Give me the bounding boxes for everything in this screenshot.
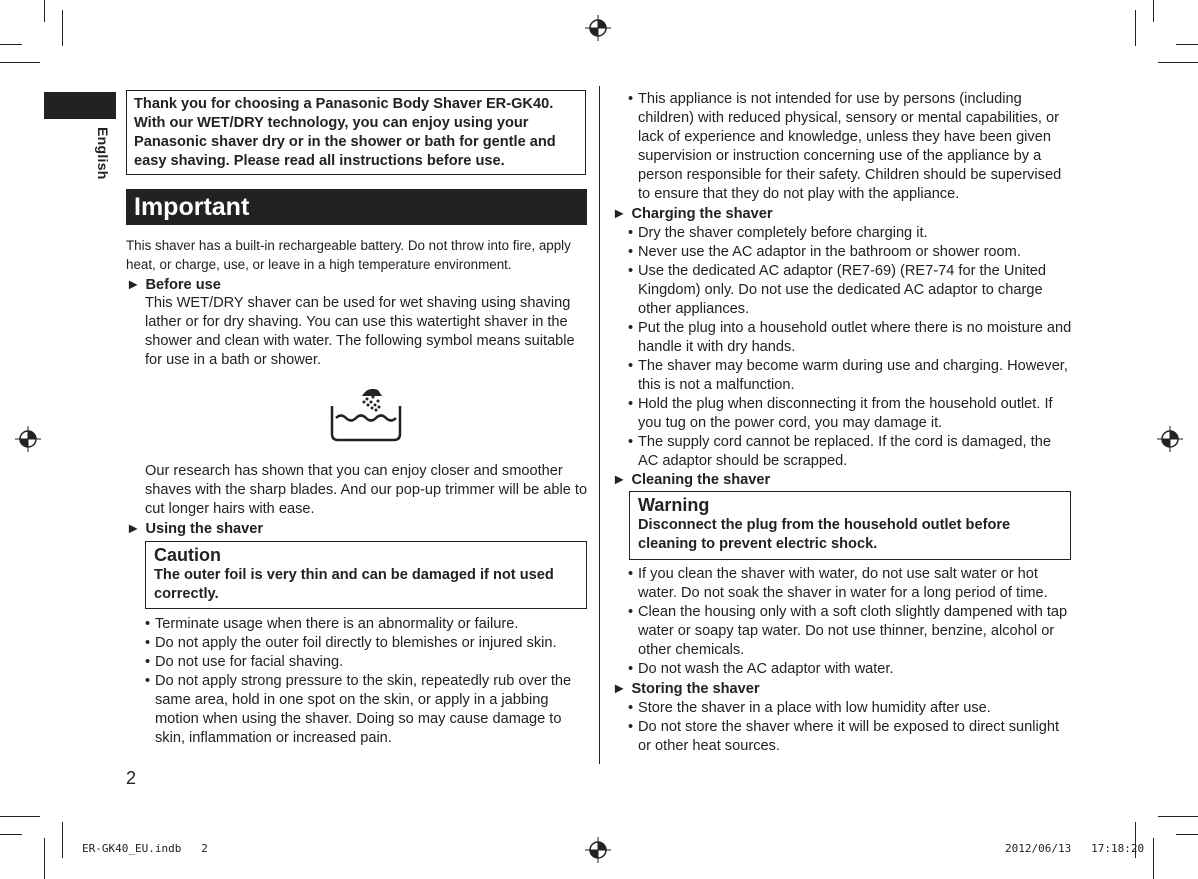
crop-mark [44, 0, 45, 22]
before-use-text: This WET/DRY shaver can be used for wet shaving using shaving lather or for dry shaving. You can use this watertight shaver in the shower and clean with water. The following symbol means suitable for use in a bath or shower. [145, 295, 575, 368]
triangle-right-icon: ► [126, 521, 141, 537]
list-item: • Do not store the shaver where it will be exposed to direct sunlight or other heat sources. [628, 718, 1074, 756]
warning-title: Warning [638, 495, 710, 515]
footer-timestamp: 2012/06/13 17:18:20 [1005, 842, 1145, 855]
crop-mark [0, 44, 22, 45]
charging-heading [612, 205, 773, 224]
triangle-right-icon: ► [612, 206, 627, 222]
crop-mark [0, 834, 22, 835]
language-tab [44, 92, 116, 119]
using-heading [126, 520, 263, 539]
using-title: Using the shaver [145, 521, 264, 537]
column-divider [599, 86, 600, 764]
language-label: English [95, 127, 111, 180]
intro-box: Thank you for choosing a Panasonic Body Shaver ER-GK40. With our WET/DRY technology, you can enjoy using your Panasonic shaver dry or in the shower or bath for gentle and easy shaving. Please read all instructions before use. [126, 90, 586, 175]
list-item: • Hold the plug when disconnecting it from the household outlet. If you tug on the power cord, you may damage it. [628, 395, 1074, 433]
charging-list [628, 224, 1074, 471]
crop-mark [0, 62, 40, 63]
storing-heading [612, 680, 760, 699]
research-text: Our research has shown that you can enjoy closer and smoother shaves with the sharp blades. And our pop-up trimmer will be able to cut longer hairs with ease. [145, 463, 588, 517]
caution-title: Caution [154, 545, 221, 565]
cleaning-list [628, 565, 1074, 679]
list-item: • Terminate usage when there is an abnormality or failure. [145, 615, 591, 634]
caution-box [145, 541, 587, 609]
list-item: • Do not use for facial shaving. [145, 653, 591, 672]
list-item: • The shaver may become warm during use and charging. However, this is not a malfunction. [628, 357, 1074, 395]
list-item: • Do not wash the AC adaptor with water. [628, 660, 1074, 679]
crop-mark [62, 822, 63, 858]
registration-mark-icon [1157, 426, 1183, 452]
list-item: • The supply cord cannot be replaced. If the cord is damaged, the AC adaptor should be scrapped. [628, 433, 1074, 471]
list-item: • Clean the housing only with a soft cloth slightly dampened with tap water or soapy tap water. Do not use thinner, benzine, alcohol or other chemicals. [628, 603, 1074, 660]
storing-title: Storing the shaver [631, 681, 760, 697]
list-item: • If you clean the shaver with water, do not use salt water or hot water. Do not soak the shaver in water for a long period of time. [628, 565, 1074, 603]
triangle-right-icon: ► [612, 681, 627, 697]
important-heading: Important [126, 189, 587, 225]
list-item: • Use the dedicated AC adaptor (RE7-69) (RE7-74 for the United Kingdom) only. Do not use the dedicated AC adaptor to charge other appliances. [628, 262, 1074, 319]
bath-shower-symbol-icon [330, 386, 402, 442]
appliance-note [628, 90, 1074, 204]
footer-file-info: ER-GK40_EU.indb 2 [82, 842, 208, 855]
crop-mark [44, 838, 45, 879]
page-number: 2 [126, 768, 137, 788]
list-item: • Do not apply the outer foil directly to blemishes or injured skin. [145, 634, 591, 653]
before-use-heading [126, 276, 221, 295]
crop-mark [1176, 44, 1198, 45]
warning-box [629, 491, 1071, 560]
crop-mark [1153, 0, 1154, 22]
list-item: • Store the shaver in a place with low humidity after use. [628, 699, 1074, 718]
before-use-title: Before use [145, 277, 221, 293]
list-item: • Do not apply strong pressure to the skin, repeatedly rub over the same area, hold in one spot on the skin, or apply in a jabbing motion when using the shaver. Doing so may cause damage to skin, inflammation or increased pain. [145, 672, 591, 748]
crop-mark [1153, 838, 1154, 879]
using-list [145, 615, 591, 748]
triangle-right-icon: ► [126, 277, 141, 293]
crop-mark [62, 10, 63, 46]
registration-mark-icon [15, 426, 41, 452]
list-item: • This appliance is not intended for use by persons (including children) with reduced physical, sensory or mental capabilities, or lack of experience and knowledge, unless they have been given supervision or instruction concerning use of the appliance by a person responsible for their safety. Children should be supervised to ensure that they do not play with the appliance. [628, 90, 1074, 204]
registration-mark-icon [585, 837, 611, 863]
crop-mark [1158, 62, 1198, 63]
triangle-right-icon: ► [612, 472, 627, 488]
charging-title: Charging the shaver [631, 206, 773, 222]
registration-mark-icon [585, 15, 611, 41]
battery-note: This shaver has a built-in rechargeable battery. Do not throw into fire, apply heat, or charge, use, or leave in a high temperature environment. [126, 238, 571, 272]
caution-text: The outer foil is very thin and can be damaged if not used correctly. [154, 567, 554, 602]
storing-list [628, 699, 1074, 756]
list-item: • Never use the AC adaptor in the bathroom or shower room. [628, 243, 1074, 262]
crop-mark [1176, 834, 1198, 835]
cleaning-title: Cleaning the shaver [631, 472, 771, 488]
cleaning-heading [612, 471, 770, 490]
crop-mark [1158, 816, 1198, 817]
list-item: • Put the plug into a household outlet where there is no moisture and handle it with dry hands. [628, 319, 1074, 357]
list-item: • Dry the shaver completely before charging it. [628, 224, 1074, 243]
crop-mark [1135, 10, 1136, 46]
crop-mark [0, 816, 40, 817]
warning-text: Disconnect the plug from the household outlet before cleaning to prevent electric shock. [638, 517, 1011, 552]
